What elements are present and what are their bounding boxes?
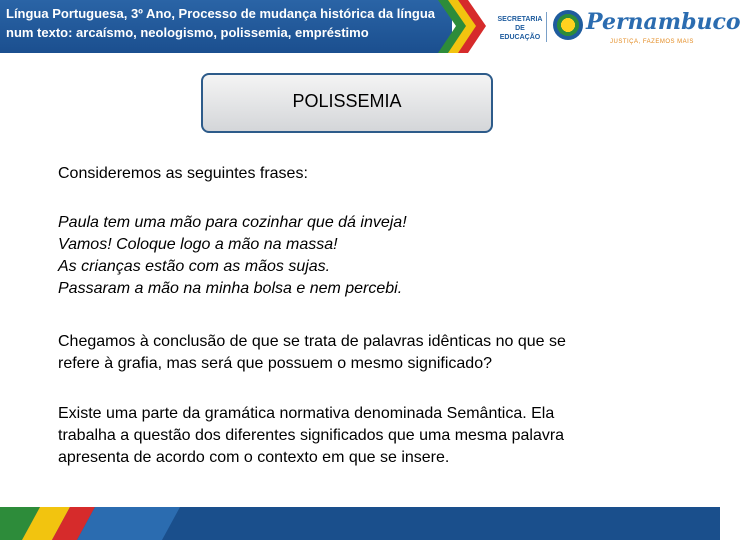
footer-stripes-icon [0,507,180,540]
paragraph-line: trabalha a questão dos diferentes significados que uma mesma palavra [58,427,565,444]
chevron-stripes-icon [438,0,488,53]
semantics-paragraph [58,403,668,469]
example-sentence: Vamos! Coloque logo a mão na massa! [58,236,338,253]
slide-title: POLISSEMIA [292,90,402,111]
paragraph-line: refere à grafia, mas será que possuem o mesmo significado? [58,355,492,372]
example-sentence: As crianças estão com as mãos sujas. [58,258,331,275]
header-title: Língua Portuguesa, 3º Ano, Processo de mudança histórica da língua num texto: arcaísmo, neologismo, polissemia, empréstimo [6,6,436,40]
paragraph-line: apresenta de acordo com o contexto em que se insere. [58,449,450,466]
slide-title-box [201,73,493,133]
pernambuco-seal-icon [553,10,583,40]
example-sentence: Passaram a mão na minha bolsa e nem percebi. [58,280,403,297]
header-title-bar [0,0,452,53]
secretaria-line2: DE EDUCAÇÃO [499,25,541,41]
conclusion-paragraph [58,331,668,375]
state-logo-tagline: JUSTIÇA, FAZEMOS MAIS [610,39,694,45]
paragraph-line: Chegamos à conclusão de que se trata de palavras idênticas no que se [58,333,566,350]
secretaria-label [496,15,544,39]
example-sentences [58,212,668,300]
state-logo-name: Pernambuco [586,9,741,35]
example-sentence: Paula tem uma mão para cozinhar que dá inveja! [58,214,407,231]
header [0,0,741,53]
intro-text: Consideremos as seguintes frases: [58,165,308,182]
logo-divider [546,12,547,42]
secretaria-line1: SECRETARIA [497,16,543,23]
paragraph-line: Existe uma parte da gramática normativa denominada Semântica. Ela [58,405,555,422]
